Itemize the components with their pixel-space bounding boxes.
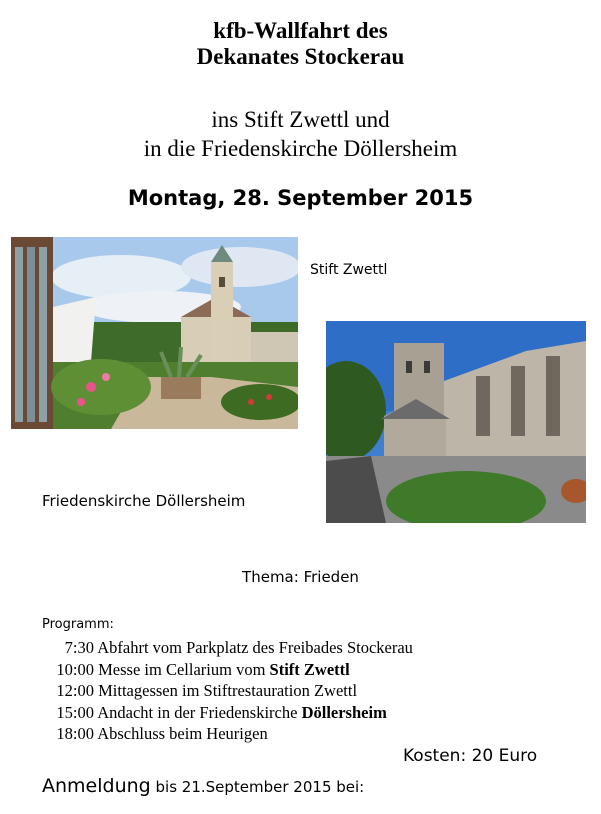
program-item (42, 659, 413, 681)
program-text: Mittagessen im Stiftrestauration Zwettl (98, 681, 358, 700)
program-text: Abschluss beim Heurigen (97, 724, 268, 743)
program-time: 7:30 (64, 638, 94, 657)
cost-line: Kosten: 20 Euro (403, 746, 538, 766)
program-time: 18:00 (56, 724, 94, 743)
program-item (42, 723, 413, 745)
registration-label: Anmeldung (42, 775, 151, 797)
flyer-subtitle (0, 105, 601, 163)
program-time: 10:00 (56, 659, 94, 679)
program-item (42, 637, 413, 659)
subtitle-line-2: in die Friedenskirche Döllersheim (143, 136, 458, 161)
program-item (42, 702, 413, 724)
program-text-bold: Döllersheim (301, 702, 387, 722)
title-line-1: kfb-Wallfahrt des (213, 18, 388, 43)
stift-zwettl-photo (11, 237, 298, 429)
theme-line: Thema: Frieden (242, 568, 359, 586)
program-heading: Programm: (42, 617, 114, 632)
registration-deadline: bis 21.September 2015 bei: (150, 778, 365, 796)
stift-zwettl-caption: Stift Zwettl (310, 262, 388, 278)
program-time: 15:00 (56, 702, 94, 722)
program-text: Messe im Cellarium vom (98, 659, 270, 679)
title-line-2: Dekanates Stockerau (196, 44, 405, 69)
program-text-bold: Stift Zwettl (269, 659, 350, 679)
event-date: Montag, 28. September 2015 (127, 186, 474, 210)
friedenskirche-doellersheim-photo (326, 321, 586, 523)
program-item (42, 680, 413, 702)
program-text: Abfahrt vom Parkplatz des Freibades Stockerau (97, 638, 413, 657)
flyer-title (0, 18, 601, 70)
friedenskirche-doellersheim-caption: Friedenskirche Döllersheim (42, 492, 246, 510)
subtitle-line-1: ins Stift Zwettl und (211, 107, 390, 132)
program-time: 12:00 (56, 681, 94, 700)
program-list (42, 637, 413, 745)
registration-line (42, 775, 364, 797)
program-text: Andacht in der Friedenskirche (97, 702, 302, 722)
